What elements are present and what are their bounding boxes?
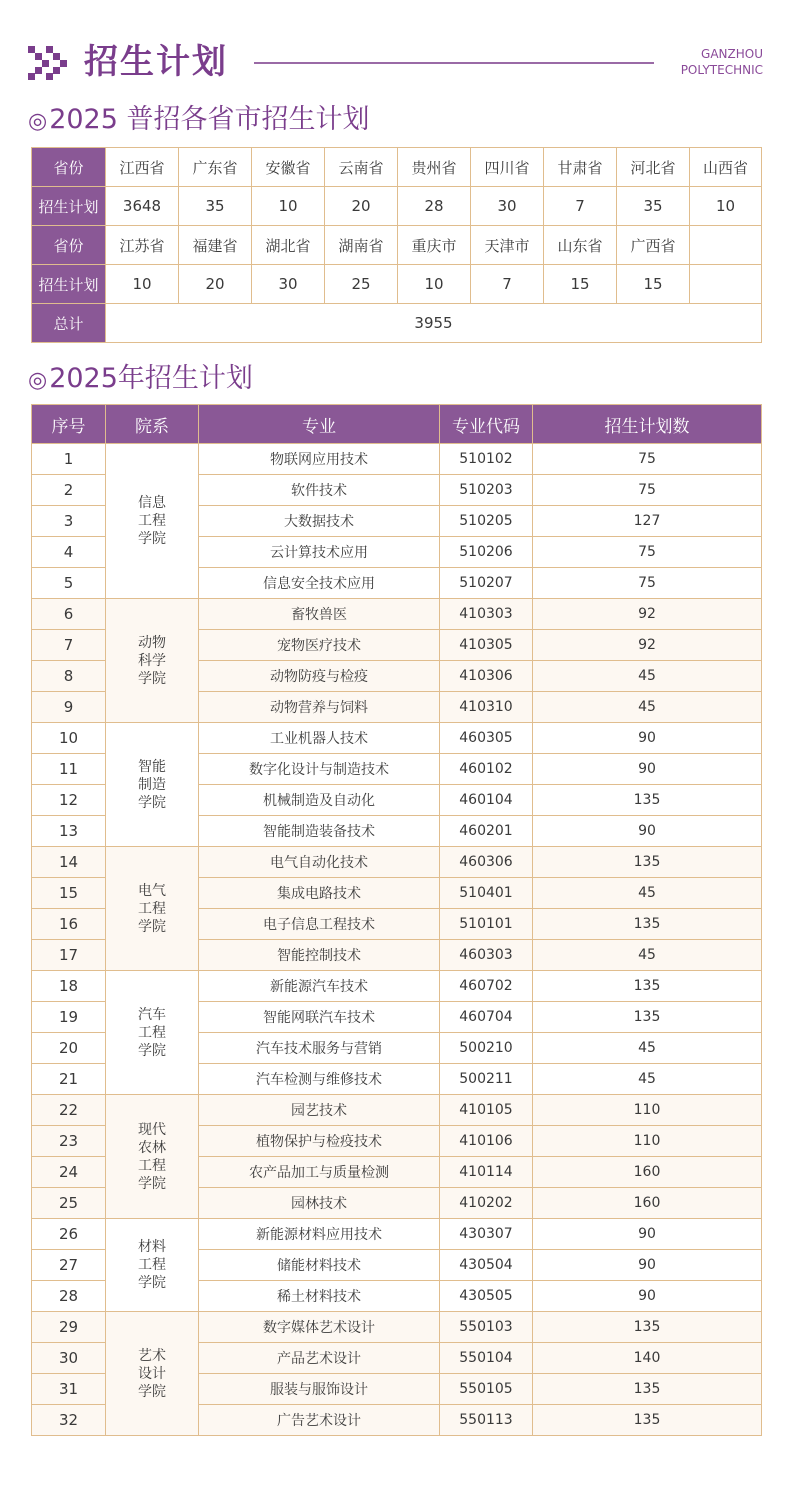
province-cell: 天津市 bbox=[471, 226, 544, 265]
seq-cell: 16 bbox=[32, 909, 106, 940]
code-cell: 430504 bbox=[440, 1250, 533, 1281]
plan-count-cell: 160 bbox=[533, 1188, 762, 1219]
plan-cell: 28 bbox=[398, 187, 471, 226]
code-cell: 510205 bbox=[440, 506, 533, 537]
code-cell: 410310 bbox=[440, 692, 533, 723]
major-cell: 数字化设计与制造技术 bbox=[199, 754, 440, 785]
row-label: 省份 bbox=[32, 226, 106, 265]
plan-cell: 10 bbox=[106, 265, 179, 304]
plan-count-cell: 92 bbox=[533, 630, 762, 661]
department-name-line: 工程 bbox=[138, 513, 166, 529]
table-row bbox=[32, 847, 762, 878]
code-cell: 460201 bbox=[440, 816, 533, 847]
seq-cell: 26 bbox=[32, 1219, 106, 1250]
province-cell: 甘肃省 bbox=[544, 148, 617, 187]
province-cell: 重庆市 bbox=[398, 226, 471, 265]
header-dept: 院系 bbox=[106, 405, 199, 444]
department-name-line: 艺术 bbox=[138, 1347, 166, 1364]
department-cell bbox=[106, 444, 199, 599]
major-cell: 数字媒体艺术设计 bbox=[199, 1312, 440, 1343]
province-cell: 云南省 bbox=[325, 148, 398, 187]
brand-line-1: GANZHOU bbox=[701, 47, 763, 61]
header-plan: 招生计划数 bbox=[533, 405, 762, 444]
plan-cell: 10 bbox=[690, 187, 762, 226]
code-cell: 460102 bbox=[440, 754, 533, 785]
plan-count-cell: 90 bbox=[533, 1281, 762, 1312]
province-cell: 四川省 bbox=[471, 148, 544, 187]
department-cell bbox=[106, 1312, 199, 1436]
page-header bbox=[28, 40, 763, 90]
province-cell: 山西省 bbox=[690, 148, 762, 187]
seq-cell: 25 bbox=[32, 1188, 106, 1219]
plan-count-cell: 135 bbox=[533, 785, 762, 816]
province-cell bbox=[690, 226, 762, 265]
section-title-text: 2025年招生计划 bbox=[49, 363, 253, 394]
seq-cell: 12 bbox=[32, 785, 106, 816]
plan-row bbox=[32, 265, 762, 304]
major-cell: 汽车技术服务与营销 bbox=[199, 1033, 440, 1064]
department-name-line: 材料 bbox=[138, 1239, 166, 1255]
province-cell: 广东省 bbox=[179, 148, 252, 187]
code-cell: 430307 bbox=[440, 1219, 533, 1250]
code-cell: 500211 bbox=[440, 1064, 533, 1095]
plan-count-cell: 140 bbox=[533, 1343, 762, 1374]
code-cell: 460104 bbox=[440, 785, 533, 816]
major-cell: 园艺技术 bbox=[199, 1095, 440, 1126]
plan-count-cell: 75 bbox=[533, 537, 762, 568]
seq-cell: 8 bbox=[32, 661, 106, 692]
brand-name bbox=[681, 46, 763, 78]
department-cell bbox=[106, 599, 199, 723]
plan-count-cell: 110 bbox=[533, 1126, 762, 1157]
department-name-line: 工程 bbox=[138, 1257, 166, 1273]
department-name-line: 信息 bbox=[138, 495, 166, 511]
seq-cell: 2 bbox=[32, 475, 106, 506]
code-cell: 510206 bbox=[440, 537, 533, 568]
plan-cell bbox=[690, 265, 762, 304]
province-cell: 河北省 bbox=[617, 148, 690, 187]
plan-count-cell: 135 bbox=[533, 847, 762, 878]
code-cell: 510203 bbox=[440, 475, 533, 506]
seq-cell: 3 bbox=[32, 506, 106, 537]
seq-cell: 22 bbox=[32, 1095, 106, 1126]
plan-count-cell: 45 bbox=[533, 692, 762, 723]
plan-count-cell: 90 bbox=[533, 754, 762, 785]
major-cell: 服装与服饰设计 bbox=[199, 1374, 440, 1405]
seq-cell: 9 bbox=[32, 692, 106, 723]
plan-count-cell: 45 bbox=[533, 661, 762, 692]
plan-count-cell: 75 bbox=[533, 475, 762, 506]
department-name-line: 设计 bbox=[138, 1365, 166, 1382]
province-cell: 安徽省 bbox=[252, 148, 325, 187]
seq-cell: 27 bbox=[32, 1250, 106, 1281]
major-cell: 软件技术 bbox=[199, 475, 440, 506]
plan-cell: 15 bbox=[617, 265, 690, 304]
section-title-majors bbox=[28, 363, 253, 397]
department-cell bbox=[106, 723, 199, 847]
page-title: 招生计划 bbox=[84, 42, 228, 82]
major-cell: 汽车检测与维修技术 bbox=[199, 1064, 440, 1095]
code-cell: 510101 bbox=[440, 909, 533, 940]
double-circle-icon: ◎ bbox=[28, 109, 48, 134]
plan-cell: 25 bbox=[325, 265, 398, 304]
major-cell: 信息安全技术应用 bbox=[199, 568, 440, 599]
plan-count-cell: 90 bbox=[533, 1219, 762, 1250]
department-name-line: 现代 bbox=[138, 1121, 166, 1138]
plan-count-cell: 90 bbox=[533, 723, 762, 754]
province-cell: 山东省 bbox=[544, 226, 617, 265]
seq-cell: 30 bbox=[32, 1343, 106, 1374]
province-cell: 贵州省 bbox=[398, 148, 471, 187]
province-cell: 湖北省 bbox=[252, 226, 325, 265]
code-cell: 550104 bbox=[440, 1343, 533, 1374]
department-name-line: 学院 bbox=[138, 794, 166, 811]
plan-count-cell: 75 bbox=[533, 444, 762, 475]
code-cell: 500210 bbox=[440, 1033, 533, 1064]
major-cell: 工业机器人技术 bbox=[199, 723, 440, 754]
header-seq: 序号 bbox=[32, 405, 106, 444]
seq-cell: 31 bbox=[32, 1374, 106, 1405]
plan-count-cell: 45 bbox=[533, 878, 762, 909]
code-cell: 550105 bbox=[440, 1374, 533, 1405]
code-cell: 460704 bbox=[440, 1002, 533, 1033]
plan-cell: 35 bbox=[179, 187, 252, 226]
table-header-row bbox=[32, 405, 762, 444]
plan-cell: 20 bbox=[325, 187, 398, 226]
province-cell: 江西省 bbox=[106, 148, 179, 187]
province-row bbox=[32, 148, 762, 187]
province-cell: 广西省 bbox=[617, 226, 690, 265]
major-cell: 大数据技术 bbox=[199, 506, 440, 537]
seq-cell: 24 bbox=[32, 1157, 106, 1188]
major-cell: 电子信息工程技术 bbox=[199, 909, 440, 940]
major-cell: 储能材料技术 bbox=[199, 1250, 440, 1281]
province-cell: 湖南省 bbox=[325, 226, 398, 265]
seq-cell: 21 bbox=[32, 1064, 106, 1095]
major-cell: 智能制造装备技术 bbox=[199, 816, 440, 847]
major-cell: 机械制造及自动化 bbox=[199, 785, 440, 816]
total-value: 3955 bbox=[106, 304, 762, 343]
plan-cell: 15 bbox=[544, 265, 617, 304]
department-cell bbox=[106, 1095, 199, 1219]
department-name-line: 学院 bbox=[138, 1042, 166, 1059]
major-cell: 广告艺术设计 bbox=[199, 1405, 440, 1436]
seq-cell: 20 bbox=[32, 1033, 106, 1064]
department-name-line: 学院 bbox=[138, 670, 166, 687]
double-chevron-icon bbox=[28, 46, 72, 80]
province-cell: 福建省 bbox=[179, 226, 252, 265]
code-cell: 410303 bbox=[440, 599, 533, 630]
double-circle-icon: ◎ bbox=[28, 368, 48, 393]
major-cell: 畜牧兽医 bbox=[199, 599, 440, 630]
department-name-line: 汽车 bbox=[138, 1006, 166, 1023]
table-row bbox=[32, 444, 762, 475]
header-divider bbox=[254, 62, 654, 64]
seq-cell: 4 bbox=[32, 537, 106, 568]
major-cell: 园林技术 bbox=[199, 1188, 440, 1219]
plan-count-cell: 135 bbox=[533, 1374, 762, 1405]
plan-cell: 30 bbox=[252, 265, 325, 304]
code-cell: 410305 bbox=[440, 630, 533, 661]
plan-count-cell: 45 bbox=[533, 940, 762, 971]
seq-cell: 18 bbox=[32, 971, 106, 1002]
seq-cell: 23 bbox=[32, 1126, 106, 1157]
plan-cell: 10 bbox=[252, 187, 325, 226]
seq-cell: 6 bbox=[32, 599, 106, 630]
plan-count-cell: 90 bbox=[533, 816, 762, 847]
seq-cell: 10 bbox=[32, 723, 106, 754]
total-label: 总计 bbox=[32, 304, 106, 343]
seq-cell: 28 bbox=[32, 1281, 106, 1312]
plan-count-cell: 127 bbox=[533, 506, 762, 537]
seq-cell: 17 bbox=[32, 940, 106, 971]
code-cell: 510207 bbox=[440, 568, 533, 599]
major-cell: 智能控制技术 bbox=[199, 940, 440, 971]
code-cell: 510102 bbox=[440, 444, 533, 475]
department-name-line: 学院 bbox=[138, 531, 166, 547]
table-row bbox=[32, 971, 762, 1002]
major-cell: 植物保护与检疫技术 bbox=[199, 1126, 440, 1157]
seq-cell: 29 bbox=[32, 1312, 106, 1343]
code-cell: 410106 bbox=[440, 1126, 533, 1157]
plan-cell: 7 bbox=[544, 187, 617, 226]
header-major: 专业 bbox=[199, 405, 440, 444]
department-cell bbox=[106, 847, 199, 971]
section-title-provinces bbox=[28, 104, 370, 138]
section-title-text: 2025 普招各省市招生计划 bbox=[49, 104, 370, 135]
code-cell: 460702 bbox=[440, 971, 533, 1002]
plan-row bbox=[32, 187, 762, 226]
department-name-line: 智能 bbox=[138, 758, 166, 775]
plan-count-cell: 75 bbox=[533, 568, 762, 599]
seq-cell: 15 bbox=[32, 878, 106, 909]
code-cell: 460303 bbox=[440, 940, 533, 971]
table-row bbox=[32, 723, 762, 754]
plan-count-cell: 135 bbox=[533, 1002, 762, 1033]
seq-cell: 14 bbox=[32, 847, 106, 878]
row-label: 省份 bbox=[32, 148, 106, 187]
plan-cell: 20 bbox=[179, 265, 252, 304]
code-cell: 410306 bbox=[440, 661, 533, 692]
header-code: 专业代码 bbox=[440, 405, 533, 444]
seq-cell: 32 bbox=[32, 1405, 106, 1436]
table-row bbox=[32, 1312, 762, 1343]
major-cell: 产品艺术设计 bbox=[199, 1343, 440, 1374]
code-cell: 410114 bbox=[440, 1157, 533, 1188]
total-row bbox=[32, 304, 762, 343]
plan-cell: 7 bbox=[471, 265, 544, 304]
province-plan-table bbox=[31, 147, 762, 343]
plan-count-cell: 135 bbox=[533, 1405, 762, 1436]
seq-cell: 1 bbox=[32, 444, 106, 475]
seq-cell: 19 bbox=[32, 1002, 106, 1033]
plan-count-cell: 92 bbox=[533, 599, 762, 630]
code-cell: 410202 bbox=[440, 1188, 533, 1219]
department-name-line: 工程 bbox=[138, 1157, 166, 1174]
seq-cell: 5 bbox=[32, 568, 106, 599]
code-cell: 550103 bbox=[440, 1312, 533, 1343]
plan-count-cell: 135 bbox=[533, 909, 762, 940]
plan-cell: 35 bbox=[617, 187, 690, 226]
department-name-line: 电气 bbox=[138, 882, 166, 899]
plan-cell: 10 bbox=[398, 265, 471, 304]
plan-count-cell: 160 bbox=[533, 1157, 762, 1188]
department-name-line: 学院 bbox=[138, 918, 166, 935]
major-cell: 农产品加工与质量检测 bbox=[199, 1157, 440, 1188]
code-cell: 550113 bbox=[440, 1405, 533, 1436]
department-name-line: 动物 bbox=[138, 634, 166, 651]
province-row bbox=[32, 226, 762, 265]
code-cell: 460306 bbox=[440, 847, 533, 878]
major-cell: 物联网应用技术 bbox=[199, 444, 440, 475]
seq-cell: 11 bbox=[32, 754, 106, 785]
seq-cell: 7 bbox=[32, 630, 106, 661]
code-cell: 510401 bbox=[440, 878, 533, 909]
code-cell: 410105 bbox=[440, 1095, 533, 1126]
department-name-line: 科学 bbox=[138, 652, 166, 669]
major-cell: 稀土材料技术 bbox=[199, 1281, 440, 1312]
major-cell: 智能网联汽车技术 bbox=[199, 1002, 440, 1033]
department-cell bbox=[106, 1219, 199, 1312]
province-cell: 江苏省 bbox=[106, 226, 179, 265]
plan-count-cell: 110 bbox=[533, 1095, 762, 1126]
row-label: 招生计划 bbox=[32, 187, 106, 226]
department-name-line: 学院 bbox=[138, 1275, 166, 1291]
department-name-line: 工程 bbox=[138, 900, 166, 917]
brand-line-2: POLYTECHNIC bbox=[680, 63, 763, 77]
major-cell: 动物防疫与检疫 bbox=[199, 661, 440, 692]
major-cell: 新能源汽车技术 bbox=[199, 971, 440, 1002]
major-cell: 云计算技术应用 bbox=[199, 537, 440, 568]
department-cell bbox=[106, 971, 199, 1095]
major-cell: 宠物医疗技术 bbox=[199, 630, 440, 661]
table-row bbox=[32, 1219, 762, 1250]
plan-count-cell: 135 bbox=[533, 1312, 762, 1343]
table-row bbox=[32, 599, 762, 630]
department-name-line: 学院 bbox=[138, 1175, 166, 1192]
major-plan-table bbox=[31, 404, 762, 1436]
table-row bbox=[32, 1095, 762, 1126]
plan-cell: 30 bbox=[471, 187, 544, 226]
plan-count-cell: 90 bbox=[533, 1250, 762, 1281]
code-cell: 460305 bbox=[440, 723, 533, 754]
row-label: 招生计划 bbox=[32, 265, 106, 304]
major-cell: 集成电路技术 bbox=[199, 878, 440, 909]
department-name-line: 工程 bbox=[138, 1024, 166, 1041]
plan-count-cell: 45 bbox=[533, 1033, 762, 1064]
plan-count-cell: 45 bbox=[533, 1064, 762, 1095]
department-name-line: 农林 bbox=[138, 1139, 166, 1156]
department-name-line: 学院 bbox=[138, 1383, 166, 1400]
plan-count-cell: 135 bbox=[533, 971, 762, 1002]
major-cell: 电气自动化技术 bbox=[199, 847, 440, 878]
major-cell: 动物营养与饲料 bbox=[199, 692, 440, 723]
seq-cell: 13 bbox=[32, 816, 106, 847]
department-name-line: 制造 bbox=[138, 776, 166, 793]
code-cell: 430505 bbox=[440, 1281, 533, 1312]
plan-cell: 3648 bbox=[106, 187, 179, 226]
major-cell: 新能源材料应用技术 bbox=[199, 1219, 440, 1250]
